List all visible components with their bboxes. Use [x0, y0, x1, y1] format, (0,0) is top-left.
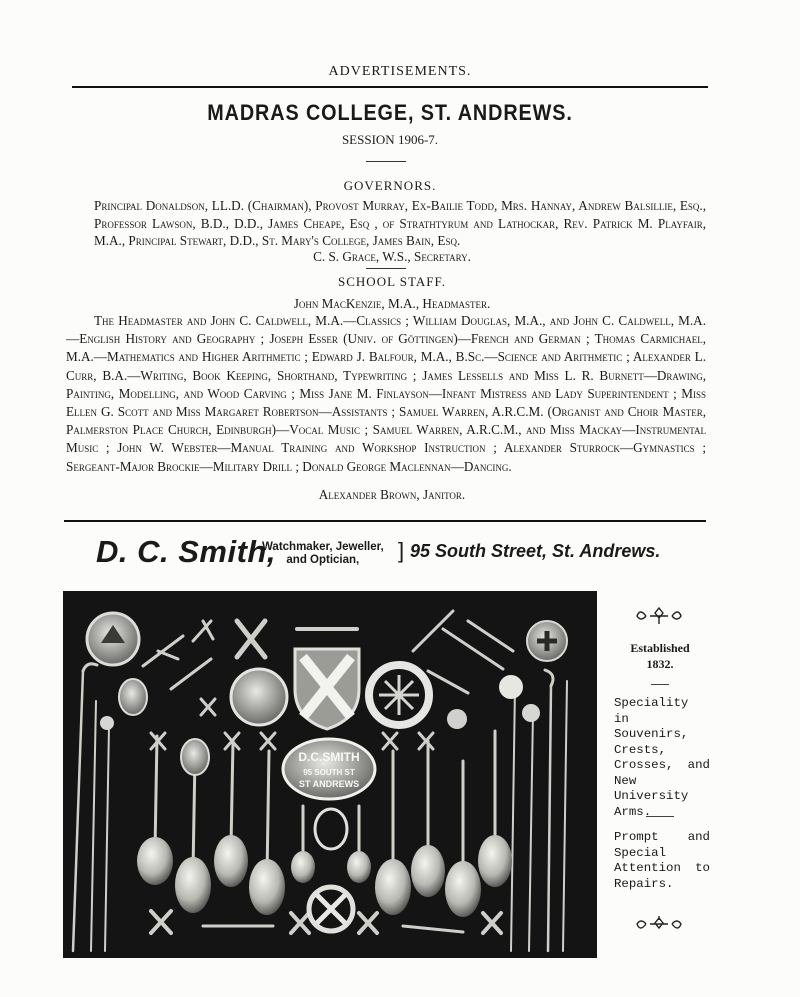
established-label: Established [630, 641, 690, 655]
badge-text-1: D.C.SMITH [298, 750, 360, 764]
running-head: ADVERTISEMENTS. [328, 64, 472, 79]
smith-trade [262, 541, 384, 567]
prompt-text: Prompt and Special Attention to Repairs. [614, 830, 710, 891]
staff-heading: SCHOOL STAFF. [338, 274, 446, 289]
secretary-line: C. S. Grace, W.S., Secretary. [313, 249, 471, 264]
smith-name: D. C. Smith, [96, 534, 276, 569]
trade-bracket: ] [398, 538, 405, 563]
ornament-icon [636, 604, 682, 626]
session-line: SESSION 1906-7. [341, 132, 439, 147]
badge-text-3: ST ANDREWS [298, 779, 360, 789]
headmaster-line: John MacKenzie, M.A., Headmaster. [293, 296, 491, 311]
saltire-shield [295, 649, 359, 729]
middle-rule [64, 520, 706, 522]
trade-line-1: Watchmaker, Jeweller, [262, 541, 384, 553]
trade-line-2: and Optician, [286, 554, 360, 566]
smith-badge [283, 739, 375, 799]
janitor-line: Alexander Brown, Janitor. [318, 487, 466, 502]
souvenir-photo [63, 591, 597, 958]
top-rule [72, 86, 708, 88]
short-rule [366, 268, 406, 269]
side-rule [646, 816, 674, 817]
college-title: MADRAS COLLEGE, ST. ANDREWS. [207, 100, 573, 125]
established-note [608, 640, 712, 672]
governors-list: Principal Donaldson, LL.D. (Chairman), Provost Murray, Ex-Bailie Todd, Mrs. Hannay, Andrew Balsillie, Esq., Professor Lawson, B.D., D.D., James Cheape, Esq , of Strathtyrum and Lathockar, Rev. Patrick M. Playfair, M.A., Principal Stewart, D.D., St. Mary's College, James Bain, Esq. [94, 198, 706, 248]
established-year: 1832. [646, 657, 674, 671]
badge-text-2: 95 SOUTH ST [303, 768, 355, 777]
short-rule [366, 161, 406, 162]
smith-address: 95 South Street, St. Andrews. [410, 541, 661, 561]
specialty-text: Speciality in Souvenirs, Crests, Crosses, and New University Arms. [614, 696, 710, 819]
ornament-icon [636, 914, 682, 936]
side-rule [651, 684, 669, 685]
staff-list: The Headmaster and John C. Caldwell, M.A.—Classics ; William Douglas, M.A., and John C. Caldwell, M.A.—English History and Geography ; Joseph Esser (Univ. of Göttingen)—French and German ; Thomas Carmichael, M.A.—Mathematics and Higher Arithmetic ; Edward J. Balfour, M.A., B.Sc.—Science and Arithmetic ; Alexander L. Curr, B.A.—Writing, Book Keeping, Shorthand, Typewriting ; James Lessells and Miss L. R. Burnett—Drawing, Painting, Modelling, and Wood Carving ; Miss Jane M. Finlayson—Infant Mistress and Lady Superintendent ; Miss Ellen G. Scott and Miss Margaret Robertson—Assistants ; Samuel Warren, A.R.C.M. (Organist and Choir Master, Palmerston Place Church, Edinburgh)—Vocal Music ; Samuel Warren, A.R.C.M., and Miss Mackay—Instrumental Music ; John W. Webster—Manual Training and Workshop Instruction ; Alexander Sturrock—Gymnastics ; Sergeant-Major Brockie—Military Drill ; Donald George Maclennan—Dancing. [66, 313, 706, 474]
governors-heading: GOVERNORS. [343, 178, 437, 193]
